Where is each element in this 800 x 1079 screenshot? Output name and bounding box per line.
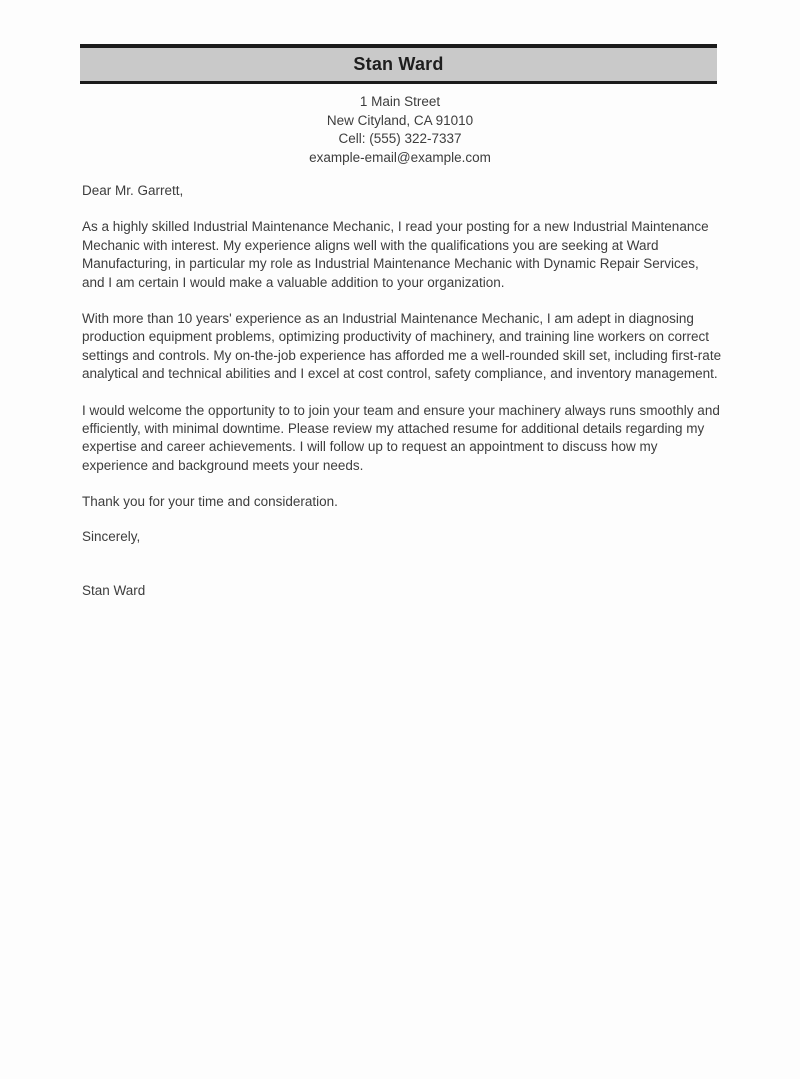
letter-paragraph-3: I would welcome the opportunity to to join your team and ensure your machinery always runs smoothly and efficiently, with minimal downtime. Please review my attached resume for additional details regarding my expertise and career achievements. I will follow up to request an appointment to discuss how my experience and background meets your needs. xyxy=(82,402,720,473)
letter-salutation: Dear Mr. Garrett, xyxy=(82,183,184,198)
contact-phone: Cell: (555) 322-7337 xyxy=(338,131,462,146)
candidate-name: Stan Ward xyxy=(353,54,444,74)
letter-closing-thanks: Thank you for your time and consideration. xyxy=(82,494,338,510)
name-banner xyxy=(80,44,717,84)
cover-letter-page xyxy=(0,44,800,1079)
contact-email: example-email@example.com xyxy=(309,149,491,165)
letter-body xyxy=(82,182,722,601)
contact-block xyxy=(0,93,800,167)
letter-signature: Stan Ward xyxy=(82,583,146,599)
letter-paragraph-1: As a highly skilled Industrial Maintenance Mechanic, I read your posting for a new Industrial Maintenance Mechanic with interest. My experience aligns well with the qualifications you are seeking at Ward Manufacturing, in particular my role as Industrial Maintenance Mechanic with Dynamic Repair Services, and I am certain I would make a valuable addition to your organization. xyxy=(82,219,709,290)
contact-street: 1 Main Street xyxy=(359,94,441,109)
contact-city-state-zip: New Cityland, CA 91010 xyxy=(326,112,474,128)
letter-paragraph-2: With more than 10 years' experience as an Industrial Maintenance Mechanic, I am adept in diagnosing production equipment problems, optimizing productivity of machinery, and training line workers on correct settings and controls. My on-the-job experience has afforded me a well-rounded skill set, including first-rate analytical and technical abilities and I excel at cost control, safety compliance, and inventory management. xyxy=(82,311,722,382)
letter-closing-salutation: Sincerely, xyxy=(82,528,141,544)
